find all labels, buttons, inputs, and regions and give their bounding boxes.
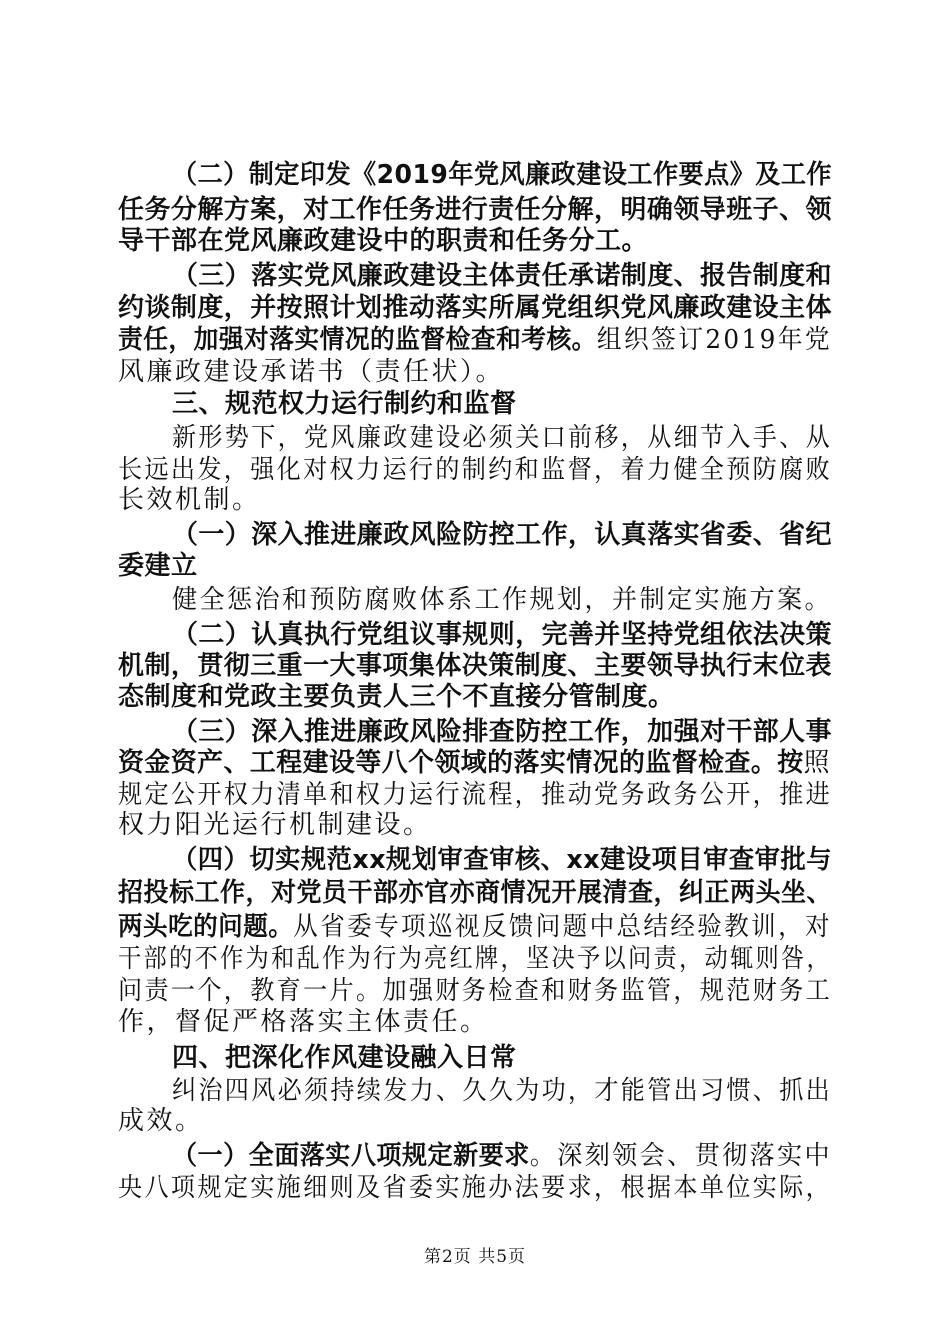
text-line: 纠治四风必须持续发力、久久为功，才能管出习惯、抓出	[172, 1076, 833, 1106]
text-line: （三）深入推进廉政风险排查防控工作，加强对干部人事	[172, 717, 832, 747]
text-run-bold: （一）全面落实八项规定新要求	[172, 1141, 530, 1171]
text-run-regular: 从省委专项巡视反馈问题中总结经验教训，对	[293, 912, 832, 942]
text-line: 干部的不作为和乱作为行为亮红牌，坚决予以问责，动辄则咎，	[118, 944, 832, 974]
text-line: 委建立	[118, 551, 198, 581]
text-line: （一）深入推进廉政风险防控工作，认真落实省委、省纪	[172, 520, 832, 550]
text-line: （二）制定印发《2019年党风廉政建设工作要点》及工作	[172, 160, 833, 190]
text-line: 任务分解方案，对工作任务进行责任分解，明确领导班子、领	[118, 195, 833, 225]
text-line: （二）认真执行党组议事规则，完善并坚持党组依法决策	[172, 620, 832, 650]
text-line: 导干部在党风廉政建设中的职责和任务分工。	[118, 226, 649, 256]
text-line: 三、规范权力运行制约和监督	[172, 389, 517, 419]
text-line: 态制度和党政主要负责人三个不直接分管制度。	[118, 682, 675, 712]
text-line: 成效。	[118, 1106, 204, 1136]
text-line: 约谈制度，并按照计划推动落实所属党组织党风廉政建设主体	[118, 293, 833, 323]
text-run-regular: 组织签订2019年党	[596, 325, 832, 355]
text-line: （四）切实规范xx规划审查审核、xx建设项目审查审批与	[172, 845, 833, 875]
text-line: 机制，贯彻三重一大事项集体决策制度、主要领导执行末位表	[118, 651, 833, 681]
text-line: 新形势下，党风廉政建设必须关口前移，从细节入手、从	[172, 423, 833, 453]
text-line: 长效机制。	[118, 485, 261, 515]
text-line: 招投标工作，对党员干部亦官亦商情况开展清查，纠正两头坐、	[118, 878, 832, 908]
text-line: 问责一个，教育一片。加强财务检查和财务监管，规范财务工	[118, 976, 833, 1006]
text-run-regular: 。深刻领会、贯彻落实中	[529, 1141, 833, 1171]
text-line: （三）落实党风廉政建设主体责任承诺制度、报告制度和	[172, 261, 832, 291]
text-line: 作，督促严格落实主体责任。	[118, 1007, 489, 1037]
text-line: 四、把深化作风建设融入日常	[172, 1043, 517, 1073]
text-line: 规定公开权力清单和权力运行流程，推动党务政务公开，推进	[118, 780, 833, 810]
text-line: 长远出发，强化对权力运行的制约和监督，着力健全预防腐败	[118, 455, 833, 485]
text-run-bold: 责任，加强对落实情况的监督检查和考核。	[118, 325, 597, 355]
text-run-bold: 两头吃的问题。	[118, 912, 294, 942]
text-line: 健全惩治和预防腐败体系工作规划，并制定实施方案。	[172, 585, 833, 615]
text-run-bold: 资金资产、工程建设等八个领域的落实情况的监督检查。按	[118, 748, 804, 778]
text-line: 风廉政建设承诺书（责任状）。	[118, 357, 505, 387]
text-run-regular: 照	[803, 748, 833, 778]
text-line: 央八项规定实施细则及省委实施办法要求，根据本单位实际，	[118, 1173, 833, 1203]
text-line: 权力阳光运行机制建设。	[118, 810, 432, 840]
page-footer: 第2页 共5页	[423, 1247, 527, 1267]
